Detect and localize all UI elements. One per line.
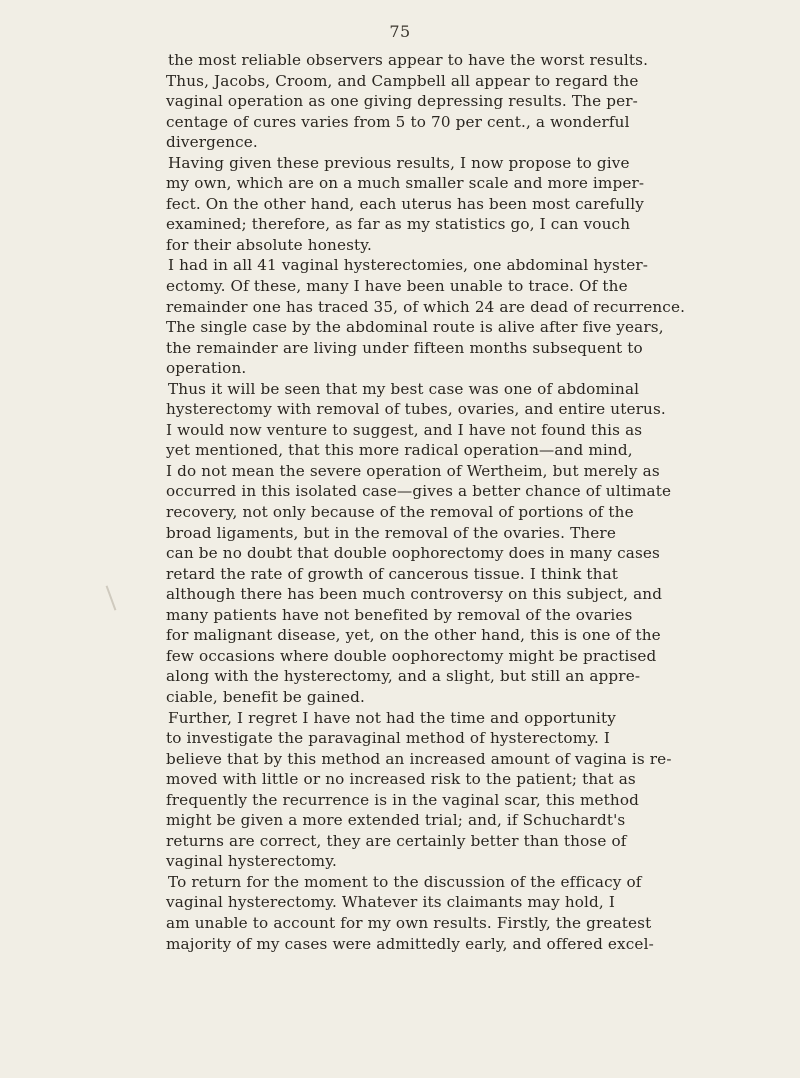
scan-mark [106,585,117,610]
text-line: hysterectomy with removal of tubes, ovaries, and entire uterus. [166,400,666,419]
page-number: 75 [389,22,411,41]
text-line: many patients have not benefited by removal of the ovaries [166,605,633,624]
text-line: Having given these previous results, I now propose to give [168,153,630,172]
text-line: my own, which are on a much smaller scale and more imper- [166,174,645,193]
text-line: examined; therefore, as far as my statistics go, I can vouch [166,215,631,234]
text-line: frequently the recurrence is in the vaginal scar, this method [166,790,639,809]
text-line: might be given a more extended trial; and, if Schuchardt's [166,811,626,830]
text-line: I would now venture to suggest, and I have not found this as [166,420,643,439]
text-line: broad ligaments, but in the removal of the ovaries. There [166,523,616,542]
text-line: Further, I regret I have not had the time and opportunity [168,708,616,727]
text-line: few occasions where double oophorectomy might be practised [166,646,657,665]
text-line: I do not mean the severe operation of Wertheim, but merely as [166,461,660,480]
text-line: vaginal hysterectomy. Whatever its claimants may hold, I [166,893,616,912]
text-line: retard the rate of growth of cancerous tissue. I think that [166,564,619,583]
text-line: To return for the moment to the discussion of the efficacy of [168,872,642,891]
text-line: the most reliable observers appear to have the worst results. [168,51,649,69]
text-line: am unable to account for my own results. Firstly, the greatest [166,913,652,932]
text-line: returns are correct, they are certainly better than those of [166,831,627,850]
text-line: Thus, Jacobs, Croom, and Campbell all appear to regard the [166,71,639,90]
text-line: occurred in this isolated case—gives a better chance of ultimate [166,482,672,501]
text-line: moved with little or no increased risk to the patient; that as [166,770,636,789]
text-line: for their absolute honesty. [166,235,372,254]
text-line: vaginal hysterectomy. [166,852,337,871]
text-line: I had in all 41 vaginal hysterectomies, one abdominal hyster- [168,256,649,275]
text-line: fect. On the other hand, each uterus has been most carefully [166,194,644,213]
text-line: to investigate the paravaginal method of hysterectomy. I [166,729,611,748]
text-line: divergence. [166,133,258,152]
text-line: along with the hysterectomy, and a slight, but still an appre- [166,667,641,686]
text-line: operation. [166,359,247,378]
text-line: the remainder are living under fifteen months subsequent to [166,338,643,357]
text-line: vaginal operation as one giving depressing results. The per- [166,92,638,111]
text-line: can be no doubt that double oophorectomy does in many cases [166,544,660,563]
text-line: The single case by the abdominal route is alive after five years, [166,318,664,337]
text-line: centage of cures varies from 5 to 70 per cent., a wonderful [166,112,630,131]
text-line: ectomy. Of these, many I have been unable to trace. Of the [166,277,628,296]
text-line: although there has been much controversy on this subject, and [166,585,663,604]
text-line: recovery, not only because of the removal of portions of the [166,503,634,522]
text-line: believe that by this method an increased amount of vagina is re- [166,749,672,768]
text-line: Thus it will be seen that my best case was one of abdominal [168,379,640,398]
body-text [166,50,686,954]
text-line: ciable, benefit be gained. [166,687,365,706]
text-line: majority of my cases were admittedly early, and offered excel- [166,934,654,953]
text-line: remainder one has traced 35, of which 24 are dead of recurrence. [166,297,686,316]
text-line: yet mentioned, that this more radical operation—and mind, [166,441,633,460]
text-line: for malignant disease, yet, on the other hand, this is one of the [166,626,661,645]
